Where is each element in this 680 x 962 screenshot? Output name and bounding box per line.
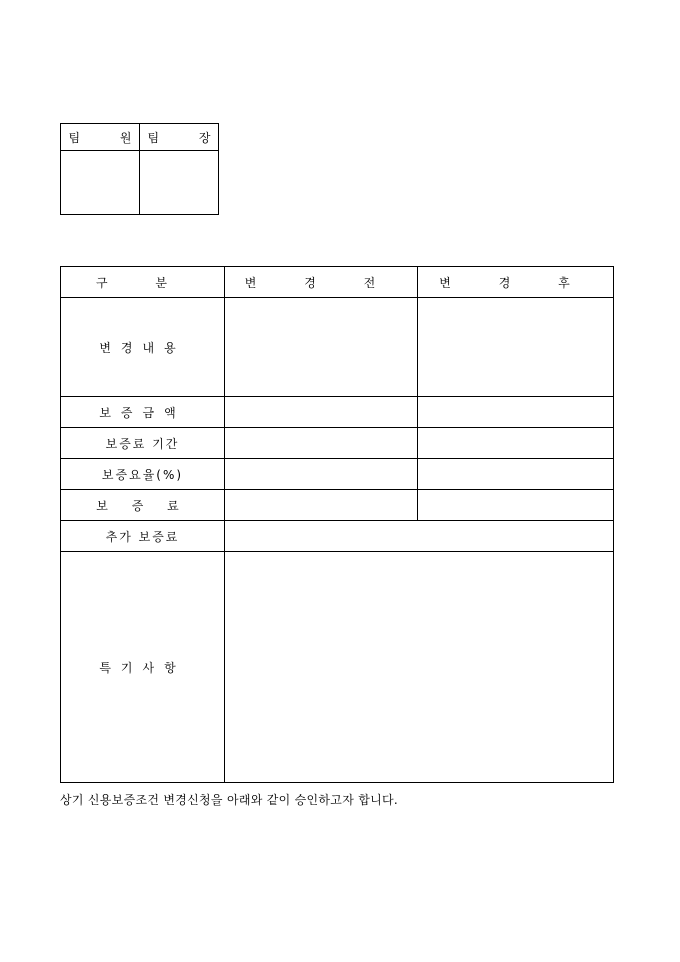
cell-additional-fee[interactable] — [225, 521, 614, 552]
cell-fee-after[interactable] — [418, 490, 614, 521]
cell-change-content-before[interactable] — [225, 298, 418, 397]
label-change-content: 변경내용 — [61, 298, 225, 397]
label-guarantee-amount: 보증금액 — [61, 397, 225, 428]
cell-change-content-after[interactable] — [418, 298, 614, 397]
row-remarks — [61, 552, 614, 783]
row-fee — [61, 490, 614, 521]
cell-fee-before[interactable] — [225, 490, 418, 521]
label-remarks: 특기사항 — [61, 552, 225, 783]
approval-table — [60, 123, 229, 215]
approval-header-row — [61, 124, 219, 151]
form-header-row — [61, 267, 614, 298]
row-guarantee-amount — [61, 397, 614, 428]
cell-fee-rate-before[interactable] — [225, 459, 418, 490]
cell-fee-period-after[interactable] — [418, 428, 614, 459]
cell-fee-rate-after[interactable] — [418, 459, 614, 490]
row-additional-fee — [61, 521, 614, 552]
label-fee-period: 보증료 기간 — [61, 428, 225, 459]
label-fee-rate: 보증요율(%) — [61, 459, 225, 490]
row-fee-period — [61, 428, 614, 459]
header-category: 구 분 — [61, 267, 225, 298]
approval-header-member: 팀 원 — [61, 124, 140, 151]
approval-signature-row — [61, 151, 219, 215]
approval-signature-leader[interactable] — [140, 151, 219, 215]
header-after: 변 경 후 — [418, 267, 614, 298]
cell-guarantee-amount-after[interactable] — [418, 397, 614, 428]
cell-fee-period-before[interactable] — [225, 428, 418, 459]
approval-signature-member[interactable] — [61, 151, 140, 215]
cell-remarks[interactable] — [225, 552, 614, 783]
label-fee: 보 증 료 — [61, 490, 225, 521]
approval-note: 상기 신용보증조건 변경신청을 아래와 같이 승인하고자 합니다. — [60, 793, 398, 807]
guarantee-change-table — [60, 266, 614, 783]
approval-header-leader: 팀 장 — [140, 124, 219, 151]
label-additional-fee: 추가 보증료 — [61, 521, 225, 552]
header-before: 변 경 전 — [225, 267, 418, 298]
row-change-content — [61, 298, 614, 397]
cell-guarantee-amount-before[interactable] — [225, 397, 418, 428]
row-fee-rate — [61, 459, 614, 490]
